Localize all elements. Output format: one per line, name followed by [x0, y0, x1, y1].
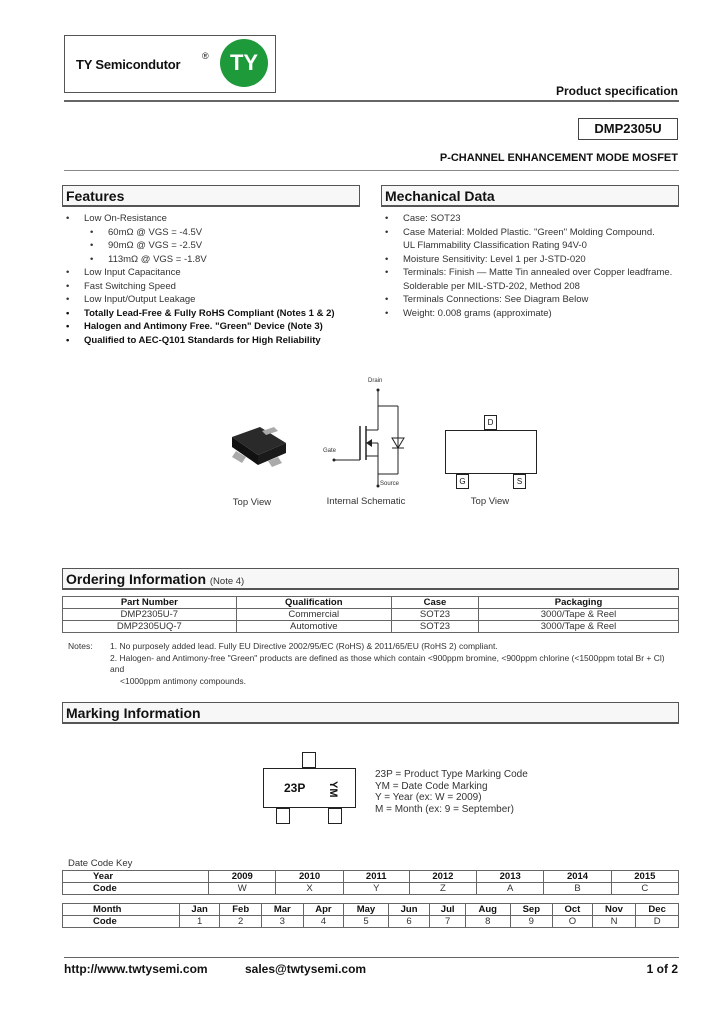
table-cell: Jun: [388, 904, 430, 916]
table-cell: SOT23: [391, 621, 478, 633]
table-row: [63, 904, 679, 916]
list-item: Solderable per MIL-STD-202, Method 208: [403, 280, 580, 292]
table-cell: 2012: [409, 871, 476, 883]
sot23-package-icon: [220, 425, 292, 475]
table-cell: Oct: [553, 904, 593, 916]
marking-desc-line: YM = Date Code Marking: [375, 780, 488, 792]
table-cell: 7: [430, 916, 466, 928]
footer-email[interactable]: sales@twtysemi.com: [245, 962, 367, 976]
divider: [64, 100, 679, 102]
table-cell: 9: [510, 916, 553, 928]
footer-divider: [64, 957, 679, 958]
marking-desc-line: M = Month (ex: 9 = September): [375, 803, 514, 815]
table-cell: 3: [261, 916, 303, 928]
table-cell: 3000/Tape & Reel: [479, 609, 679, 621]
list-item: • Terminals: Finish — Matte Tin annealed over Copper leadframe.: [381, 266, 681, 280]
table-cell: 2011: [343, 871, 409, 883]
marking-desc-line: 23P = Product Type Marking Code: [375, 769, 528, 780]
table-cell: Feb: [220, 904, 262, 916]
table-cell: Commercial: [236, 609, 391, 621]
table-cell: Year: [63, 871, 209, 883]
year-code-table: [62, 870, 679, 895]
table-cell: SOT23: [391, 609, 478, 621]
list-item: UL Flammability Classification Rating 94V-0: [403, 240, 587, 251]
note-line: 1. No purposely added lead. Fully EU Directive 2002/95/EC (RoHS) & 2011/65/EU (RoHS 2) compliant.: [110, 641, 498, 651]
marking-pin: [276, 808, 290, 824]
table-cell: Nov: [592, 904, 636, 916]
company-name: TY Semicondutor: [76, 57, 181, 72]
table-cell: C: [611, 883, 678, 895]
schematic-caption: Internal Schematic: [326, 496, 406, 507]
list-item: • Totally Lead-Free & Fully RoHS Compliant (Notes 1 & 2): [62, 307, 362, 321]
drain-label: Drain: [368, 378, 383, 384]
table-cell: DMP2305UQ-7: [63, 621, 237, 633]
table-cell: 1: [179, 916, 220, 928]
list-item: • Case: SOT23: [381, 212, 681, 226]
doc-type: Product specification: [555, 84, 678, 98]
list-item: • Fast Switching Speed: [62, 280, 362, 294]
table-cell: Qualification: [236, 597, 391, 609]
table-cell: Aug: [465, 904, 510, 916]
ordering-title: Ordering Information: [66, 571, 206, 587]
features-heading: Features: [62, 185, 360, 207]
table-cell: Sep: [510, 904, 553, 916]
list-item: • Qualified to AEC-Q101 Standards for High Reliability: [62, 334, 362, 348]
top-view2-caption: Top View: [470, 496, 510, 507]
notes-label: Notes:: [68, 641, 93, 651]
table-cell: 2015: [611, 871, 678, 883]
table-cell: 2010: [276, 871, 343, 883]
table-cell: Packaging: [479, 597, 679, 609]
table-row: [63, 871, 679, 883]
list-item: • Halogen and Antimony Free. "Green" Device (Note 3): [62, 320, 362, 334]
table-cell: 2: [220, 916, 262, 928]
table-cell: A: [477, 883, 544, 895]
month-code-table: [62, 903, 679, 928]
page-subtitle: P-CHANNEL ENHANCEMENT MODE MOSFET: [439, 152, 678, 164]
table-cell: 6: [388, 916, 430, 928]
registered-mark: ®: [202, 51, 209, 61]
list-item: • Low On-Resistance: [62, 212, 362, 226]
footer-page: 1 of 2: [646, 962, 678, 976]
mosfet-schematic-icon: [322, 378, 412, 493]
table-cell: B: [544, 883, 611, 895]
source-label: Source: [380, 481, 400, 487]
part-number-box: DMP2305U: [578, 118, 678, 140]
note-line: <1000ppm antimony compounds.: [120, 675, 246, 686]
table-cell: 2013: [477, 871, 544, 883]
divider: [64, 170, 679, 171]
pin-g: G: [456, 474, 469, 489]
marking-code: 23P: [284, 781, 306, 795]
gate-label: Gate: [323, 448, 337, 454]
table-cell: 4: [303, 916, 344, 928]
list-item: • 60mΩ @ VGS = -4.5V: [62, 226, 362, 240]
marking-pin: [328, 808, 342, 824]
table-cell: N: [592, 916, 636, 928]
marking-date: YM: [327, 781, 339, 798]
list-item: • Terminals Connections: See Diagram Below: [381, 293, 681, 307]
table-cell: Month: [63, 904, 180, 916]
marking-heading: Marking Information: [62, 702, 679, 724]
table-cell: Jan: [179, 904, 220, 916]
table-cell: 2014: [544, 871, 611, 883]
date-key-label: Date Code Key: [68, 858, 133, 869]
ordering-note-ref: (Note 4): [209, 576, 245, 587]
table-row: [63, 883, 679, 895]
table-cell: Y: [343, 883, 409, 895]
table-cell: X: [276, 883, 343, 895]
table-header-row: [63, 597, 679, 609]
list-item: • Case Material: Molded Plastic. "Green" Molding Compound.: [381, 226, 681, 240]
features-list: [62, 212, 362, 347]
ty-logo-icon: TY: [220, 39, 268, 87]
table-cell: Mar: [261, 904, 303, 916]
list-item: • Low Input Capacitance: [62, 266, 362, 280]
table-cell: Apr: [303, 904, 344, 916]
notes-list: [110, 641, 680, 687]
note-line: 2. Halogen- and Antimony-free "Green" products are defined as those which contain <900ppm bromine, <900ppm chlorine (<1500ppm total Br + Cl) and: [110, 652, 665, 674]
list-item: • 90mΩ @ VGS = -2.5V: [62, 239, 362, 253]
mechanical-heading: Mechanical Data: [381, 185, 679, 207]
table-cell: 2009: [209, 871, 276, 883]
top-view-caption: Top View: [232, 497, 272, 508]
table-cell: 5: [344, 916, 389, 928]
table-cell: D: [636, 916, 679, 928]
table-cell: Part Number: [63, 597, 237, 609]
mechanical-list: [381, 212, 681, 320]
table-cell: Code: [63, 883, 209, 895]
table-cell: Code: [63, 916, 180, 928]
list-item: • 113mΩ @ VGS = -1.8V: [62, 253, 362, 267]
table-cell: Automotive: [236, 621, 391, 633]
list-item: • Weight: 0.008 grams (approximate): [381, 307, 681, 321]
table-cell: DMP2305U-7: [63, 609, 237, 621]
marking-pin: [302, 752, 316, 768]
table-cell: Jul: [430, 904, 466, 916]
table-cell: O: [553, 916, 593, 928]
list-item: • Moisture Sensitivity: Level 1 per J-STD-020: [381, 253, 681, 267]
table-cell: 8: [465, 916, 510, 928]
ordering-heading: [62, 568, 679, 590]
table-cell: Z: [409, 883, 476, 895]
marking-package-outline: [263, 768, 356, 808]
marking-description: [375, 769, 625, 815]
table-row: [63, 609, 679, 621]
table-cell: May: [344, 904, 389, 916]
pin-s: S: [513, 474, 526, 489]
table-cell: 3000/Tape & Reel: [479, 621, 679, 633]
table-row: [63, 916, 679, 928]
ordering-table: [62, 596, 679, 633]
footer-website[interactable]: http://www.twtysemi.com: [64, 962, 208, 976]
top-view-outline: [445, 430, 537, 474]
table-cell: Dec: [636, 904, 679, 916]
table-cell: Case: [391, 597, 478, 609]
marking-desc-line: Y = Year (ex: W = 2009): [375, 792, 482, 803]
pin-d: D: [484, 415, 497, 430]
list-item: • Low Input/Output Leakage: [62, 293, 362, 307]
table-cell: W: [209, 883, 276, 895]
table-row: [63, 621, 679, 633]
